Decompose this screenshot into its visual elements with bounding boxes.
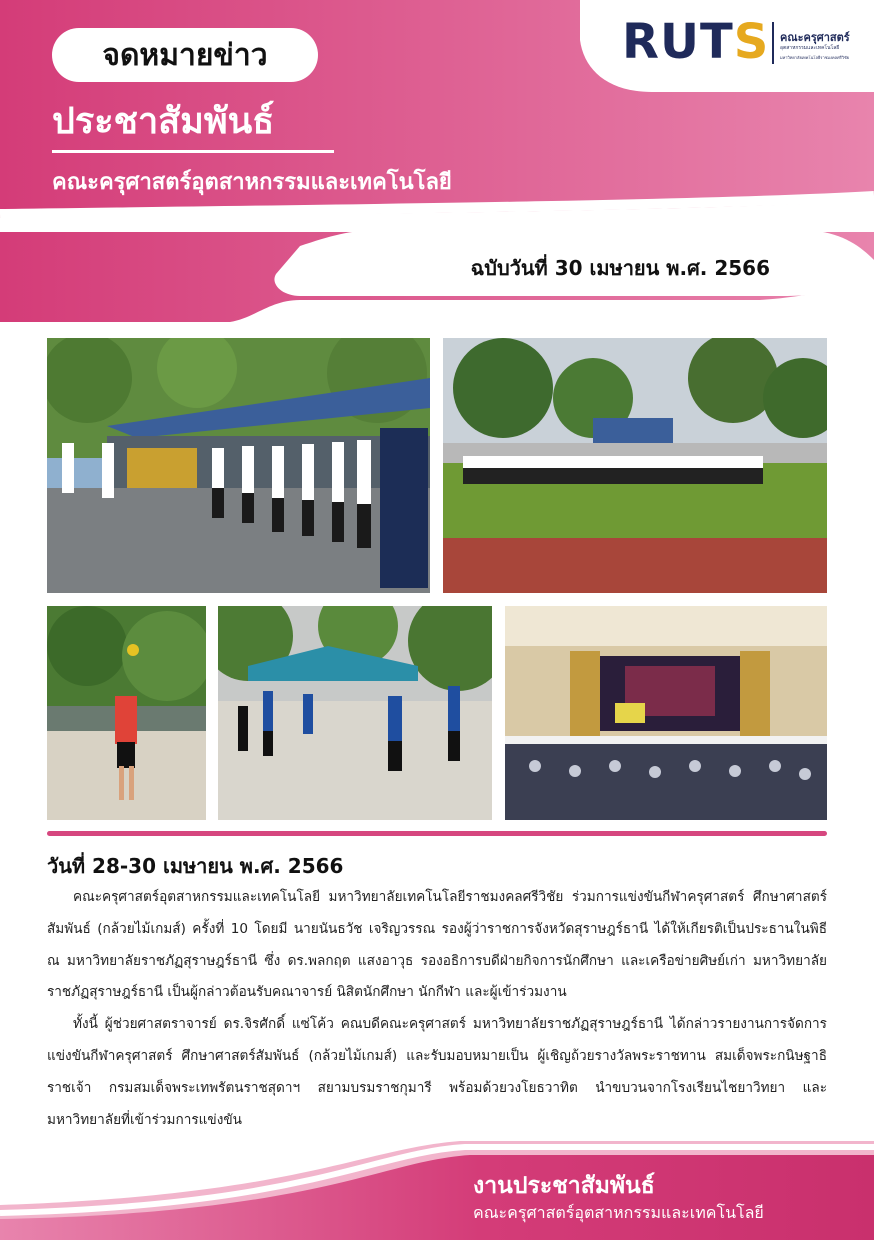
article-body — [47, 882, 827, 1136]
photo-field-game — [218, 606, 492, 820]
logo-wordmark-main: RUT — [622, 14, 734, 70]
logo-line3: มหาวิทยาลัยเทคโนโลยีราชมงคลศรีวิชัย — [780, 55, 850, 60]
faculty-subtitle: คณะครุศาสตร์อุตสาหกรรมและเทคโนโลยี — [52, 170, 452, 195]
footer-title: งานประชาสัมพันธ์ — [473, 1173, 655, 1199]
article-paragraph-2: ทั้งนี้ ผู้ช่วยศาสตราจารย์ ดร.จิรศักดิ์ แซ่โค้ว คณบดีคณะครุศาสตร์ มหาวิทยาลัยราชภัฏสุราษฎร์ธานี ได้กล่าวรายงานการจัดการแข่งขันกีฬาครุศาสตร์ ศึกษาศาสตร์สัมพันธ์ (กล้วยไม้เกมส์) และรับมอบหมายเป็น ผู้เชิญถ้วยรางวัลพระราชทาน สมเด็จพระกนิษฐาธิราชเจ้า กรมสมเด็จพระเทพรัตนราชสุดาฯ สยามบรมราชกุมารี พร้อมด้วยวงโยธวาทิต นำขบวนจากโรงเรียนไชยาวิทยา และมหาวิทยาลัยที่เข้าร่วมการแข่งขัน — [47, 1016, 827, 1128]
issue-date: ฉบับวันที่ 30 เมษายน พ.ศ. 2566 — [470, 256, 770, 280]
photo-stadium — [443, 338, 827, 593]
event-date-heading: วันที่ 28-30 เมษายน พ.ศ. 2566 — [47, 854, 344, 878]
footer-subtitle: คณะครุศาสตร์อุตสาหกรรมและเทคโนโลยี — [473, 1203, 764, 1222]
article-paragraph-1: คณะครุศาสตร์อุตสาหกรรมและเทคโนโลยี มหาวิทยาลัยเทคโนโลยีราชมงคลศรีวิชัย ร่วมการแข่งขันกีฬาครุศาสตร์ ศึกษาศาสตร์สัมพันธ์ (กล้วยไม้เกมส์) ครั้งที่ 10 โดยมี นายนันธวัช เจริญวรรณ รองผู้ว่าราชการจังหวัดสุราษฎร์ธานี ได้ให้เกียรติเป็นประธานในพิธี ณ มหาวิทยาลัยราชภัฏสุราษฎร์ธานี ซึ่ง ดร.พลกฤต แสงอาวุธ รองอธิการบดีฝ่ายกิจการนักศึกษา และเครือข่ายศิษย์เก่า มหาวิทยาลัยราชภัฏสุราษฎร์ธานี เป็นผู้กล่าวต้อนรับคณาจารย์ นิสิตนักศึกษา นักกีฬา และผู้เข้าร่วมงาน — [47, 889, 827, 1001]
pr-title: ประชาสัมพันธ์ — [52, 101, 275, 142]
ruts-logo — [622, 14, 862, 74]
photo-volleyball — [47, 606, 206, 820]
logo-line1: คณะครุศาสตร์ — [780, 31, 850, 44]
photo-auditorium — [505, 606, 827, 820]
logo-divider — [772, 22, 774, 64]
section-divider — [47, 831, 827, 836]
newsletter-label: จดหมายข่าว — [52, 28, 318, 82]
logo-wordmark — [622, 14, 769, 70]
photo-parade — [47, 338, 430, 593]
logo-line2: อุตสาหกรรมและเทคโนโลยี — [780, 45, 840, 51]
title-underline — [52, 150, 334, 153]
logo-wordmark-accent: S — [733, 14, 770, 70]
